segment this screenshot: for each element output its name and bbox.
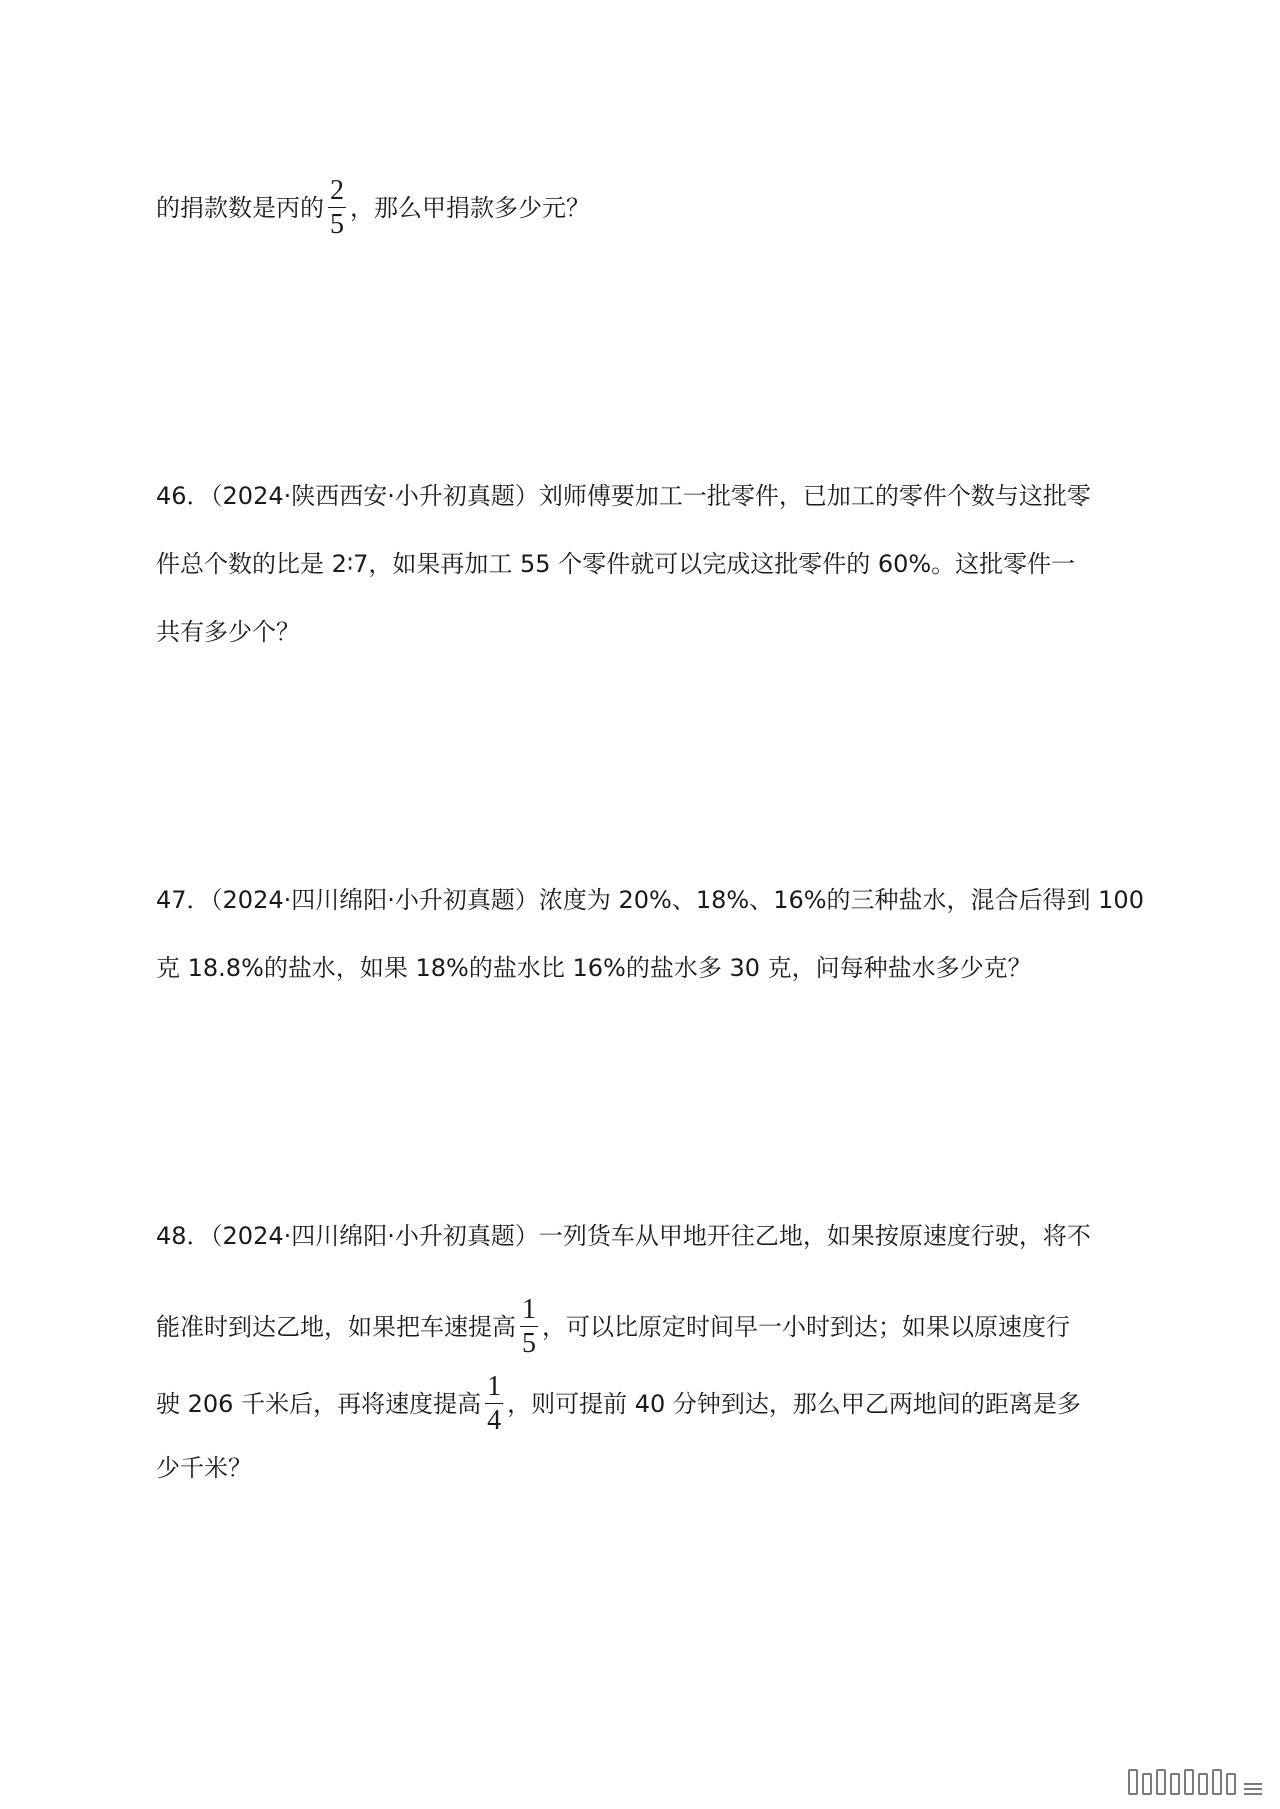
q48-fraction-1-denominator: 5 [522, 1328, 536, 1360]
q45-fraction-denominator: 5 [330, 209, 344, 241]
q46-line-2: 件总个数的比是 2∶7，如果再加工 55 个零件就可以完成这批零件的 60%。这批零件一 [156, 550, 1076, 578]
q48-fraction-1-numerator: 1 [520, 1295, 538, 1327]
q48-line-3 [156, 1372, 1081, 1436]
q47-line-2: 克 18.8%的盐水，如果 18%的盐水比 16%的盐水多 30 克，问每种盐水多少克？ [156, 954, 1032, 982]
q48-fraction-2 [485, 1372, 503, 1436]
q48-line-3-post: ，则可提前 40 分钟到达，那么甲乙两地间的距离是多 [507, 1389, 1081, 1418]
q48-fraction-1 [520, 1295, 538, 1359]
q48-line-1: 48．（2024·四川绵阳·小升初真题）一列货车从甲地开往乙地，如果按原速度行驶，将不 [156, 1222, 1091, 1250]
q48-line-4: 少千米？ [156, 1454, 252, 1482]
q45-line [156, 176, 590, 240]
q45-text-post: ，那么甲捐款多少元？ [350, 193, 590, 222]
q48-fraction-2-denominator: 4 [487, 1405, 502, 1437]
q48-fraction-2-numerator: 1 [485, 1372, 503, 1404]
q48-line-2-post: ，可以比原定时间早一小时到达；如果以原速度行 [542, 1312, 1070, 1341]
q46-line-1: 46．（2024·陕西西安·小升初真题）刘师傅要加工一批零件，已加工的零件个数与这批零 [156, 482, 1091, 510]
q48-line-2 [156, 1295, 1070, 1359]
q48-line-2-pre: 能准时到达乙地，如果把车速提高 [156, 1312, 516, 1341]
barcode-watermark-icon [1128, 1769, 1262, 1795]
q45-fraction-numerator: 2 [328, 176, 346, 208]
q47-line-1: 47．（2024·四川绵阳·小升初真题）浓度为 20%、18%、16%的三种盐水，混合后得到 100 [156, 886, 1144, 914]
q48-line-3-pre: 驶 206 千米后，再将速度提高 [156, 1389, 482, 1418]
q45-text-pre: 的捐款数是丙的 [156, 193, 324, 222]
q45-fraction [328, 176, 346, 240]
q46-line-3: 共有多少个？ [156, 618, 300, 646]
